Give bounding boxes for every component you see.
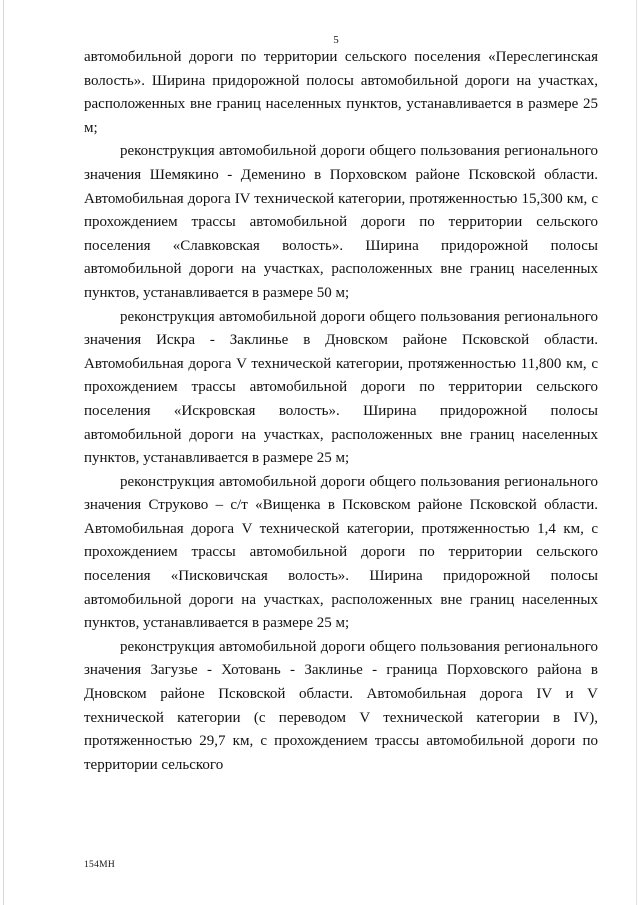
- paragraph-iskra-zaklinye: реконструкция автомобильной дороги общего пользования регионального значения Искра - Заклинье в Дновском районе Псковской области. Автомобильная дорога V технической категории, протяженностью 11,800 км, с прохождением трассы автомобильной дороги по территории сельского поселения «Искровская волость». Ширина придорожной полосы автомобильной дороги на участках, расположенных вне границ населенных пунктов, устанавливается в размере 25 м;: [84, 308, 598, 467]
- document-body: [84, 46, 598, 777]
- paragraph-continuation: автомобильной дороги по территории сельского поселения «Переслегинская волость». Ширина придорожной полосы автомобильной дороги на участках, расположенных вне границ населенных пунктов, устанавливается в размере 25 м;: [84, 49, 598, 136]
- scan-edge-right: [636, 0, 637, 905]
- document-code: 154МН: [84, 860, 116, 870]
- paragraph-zaguzye-khotovan: реконструкция автомобильной дороги общего пользования регионального значения Загузье - Хотовань - Заклинье - граница Порховского района в Дновском районе Псковской области. Автомобильная дорога IV и V технической категории (с переводом V технической категории в IV), протяженностью 29,7 км, с прохождением трассы автомобильной дороги по территории сельского: [84, 638, 598, 773]
- paragraph-shemyakino-demenino: реконструкция автомобильной дороги общего пользования регионального значения Шемякино - Деменино в Порховском районе Псковской области. Автомобильная дорога IV технической категории, протяженностью 15,300 км, с прохождением трассы автомобильной дороги по территории сельского поселения «Славковская волость». Ширина придорожной полосы автомобильной дороги на участках, расположенных вне границ населенных пунктов, устанавливается в размере 50 м;: [84, 143, 598, 301]
- page-number: 5: [333, 34, 339, 46]
- scan-edge-left: [3, 0, 4, 905]
- paragraph-strukovo-vishchenka: реконструкция автомобильной дороги общего пользования регионального значения Струково – с/т «Вищенка в Псковском районе Псковской области. Автомобильная дорога V технической категории, протяженностью 1,4 км, с прохождением трассы автомобильной дороги по территории сельского поселения «Писковичская волость». Ширина придорожной полосы автомобильной дороги на участках, расположенных вне границ населенных пунктов, устанавливается в размере 25 м;: [84, 473, 598, 632]
